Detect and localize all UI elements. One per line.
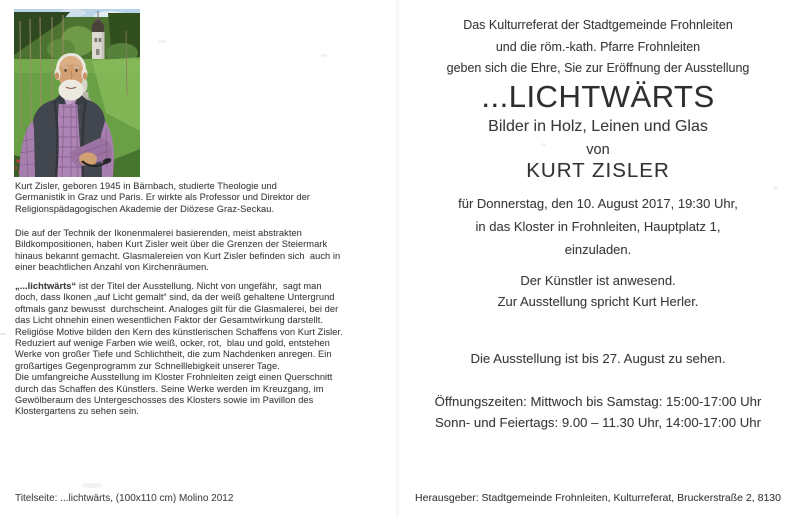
- bio-line: Germanistik in Graz und Paris. Er wirkte als Professor und Direktor der: [15, 192, 310, 203]
- presence-line: Zur Ausstellung spricht Kurt Herler.: [497, 293, 699, 309]
- scan-smudge: [320, 54, 327, 57]
- description-line: oftmals ganz bewusst durchscheint. Analoges gilt für die Glasmalerei, bei der: [15, 303, 339, 314]
- host-line: und die röm.-kath. Pfarre Frohnleiten: [495, 39, 701, 54]
- opening-hours: [404, 392, 792, 433]
- artist-portrait-photo: [14, 9, 140, 177]
- bio-paragraph-1: [15, 181, 377, 215]
- bio-line: Kurt Zisler, geboren 1945 in Bärnbach, studierte Theologie und: [15, 181, 277, 191]
- card-fold-line: [396, 0, 399, 516]
- scan-smudge: [541, 143, 546, 146]
- bio-line: Die auf der Technik der Ikonenmalerei basierenden, meist abstrakten: [15, 228, 302, 238]
- description-line: durch das Schaffen des Künstlers. Seine Werke werden im Kreuzgang, im: [15, 383, 324, 394]
- cover-image-caption: Titelseite: ...lichtwärts, (100x110 cm) Molino 2012: [15, 493, 234, 504]
- host-line: geben sich die Ehre, Sie zur Eröffnung der Ausstellung: [446, 61, 750, 75]
- bio-line: Religionspädagogischen Akademie der Diözese Graz-Seckau.: [15, 203, 275, 214]
- scan-smudge: [82, 483, 102, 488]
- description-line: Klostergartens zu sehen sein.: [15, 406, 139, 417]
- host-intro: [404, 15, 792, 80]
- bio-line: hinaus bekannt gemacht. Glasmalereien von Kurt Zisler befinden sich auch in: [15, 250, 341, 261]
- scan-smudge: [0, 333, 6, 335]
- description-line: „...lichtwärts“ ist der Titel der Ausstellung. Nicht von ungefähr, sagt man: [15, 281, 322, 291]
- artist-portrait-illustration: [14, 9, 140, 177]
- exhibition-title-quote: „...lichtwärts“: [15, 281, 77, 291]
- von-label: von: [586, 142, 610, 158]
- description-line: Gewölberaum des Untergeschosses des Klosters sowie im Pavillon des: [15, 395, 314, 406]
- hours-line: Sonn- und Feiertags: 9.00 – 11.30 Uhr, 14:00-17:00 Uhr: [435, 414, 761, 430]
- description-line: das Licht ohnehin einen wesentlichen Faktor der Gesamtwirkung darstellt.: [15, 315, 323, 326]
- description-line: doch, dass Ikonen „auf Licht gemalt“ sind, da der weiß gehaltene Untergrund: [15, 292, 335, 303]
- invitation-line: in das Kloster in Frohnleiten, Hauptplatz 1,: [475, 219, 721, 234]
- artist-presence-note: [404, 271, 792, 312]
- bio-paragraph-2: [15, 228, 377, 274]
- artist-name: KURT ZISLER: [526, 159, 670, 182]
- exhibition-subtitle: Bilder in Holz, Leinen und Glas: [488, 118, 708, 135]
- description-line: Religiöse Motive bilden den Kern des künstlerischen Schaffens von Kurt Zisler.: [15, 326, 343, 337]
- publisher-line: Herausgeber: Stadtgemeinde Frohnleiten, Kulturreferat, Bruckerstraße 2, 8130: [415, 492, 781, 504]
- description-line: Werke von großer Tiefe und Schlichtheit, die zum Nachdenken anregen. Ein: [15, 349, 332, 360]
- presence-line: Der Künstler ist anwesend.: [520, 273, 676, 288]
- bio-line: einer beachtlichen Anzahl von Kirchenräumen.: [15, 262, 209, 273]
- exhibition-title: ...LICHTWÄRTS: [481, 79, 715, 114]
- invitation-line: für Donnerstag, den 10. August 2017, 19:30 Uhr,: [458, 196, 738, 211]
- description-line: Die umfangreiche Ausstellung im Kloster Frohnleiten zeigt einen Querschnitt: [15, 372, 333, 383]
- exhibition-description-paragraph: [15, 281, 377, 418]
- host-line: Das Kulturreferat der Stadtgemeinde Frohnleiten: [463, 18, 733, 32]
- description-line: großartiges Gegenprogramm zur Schnelllebigkeit unserer Tage.: [15, 360, 280, 371]
- description-line: Reduziert auf wenige Farben wie weiß, ocker, rot, blau und gold, entstehen: [15, 338, 330, 349]
- hours-line: Öffnungszeiten: Mittwoch bis Samstag: 15:00-17:00 Uhr: [434, 394, 762, 409]
- bio-line: Bildkompositionen, haben Kurt Zisler weit über die Grenzen der Steiermark: [15, 239, 328, 250]
- invitation-line: einzuladen.: [564, 242, 632, 257]
- scan-smudge: [773, 186, 778, 190]
- scan-smudge: [158, 40, 167, 43]
- invitation-details: [404, 192, 792, 261]
- exhibition-duration: Die Ausstellung ist bis 27. August zu sehen.: [470, 351, 726, 366]
